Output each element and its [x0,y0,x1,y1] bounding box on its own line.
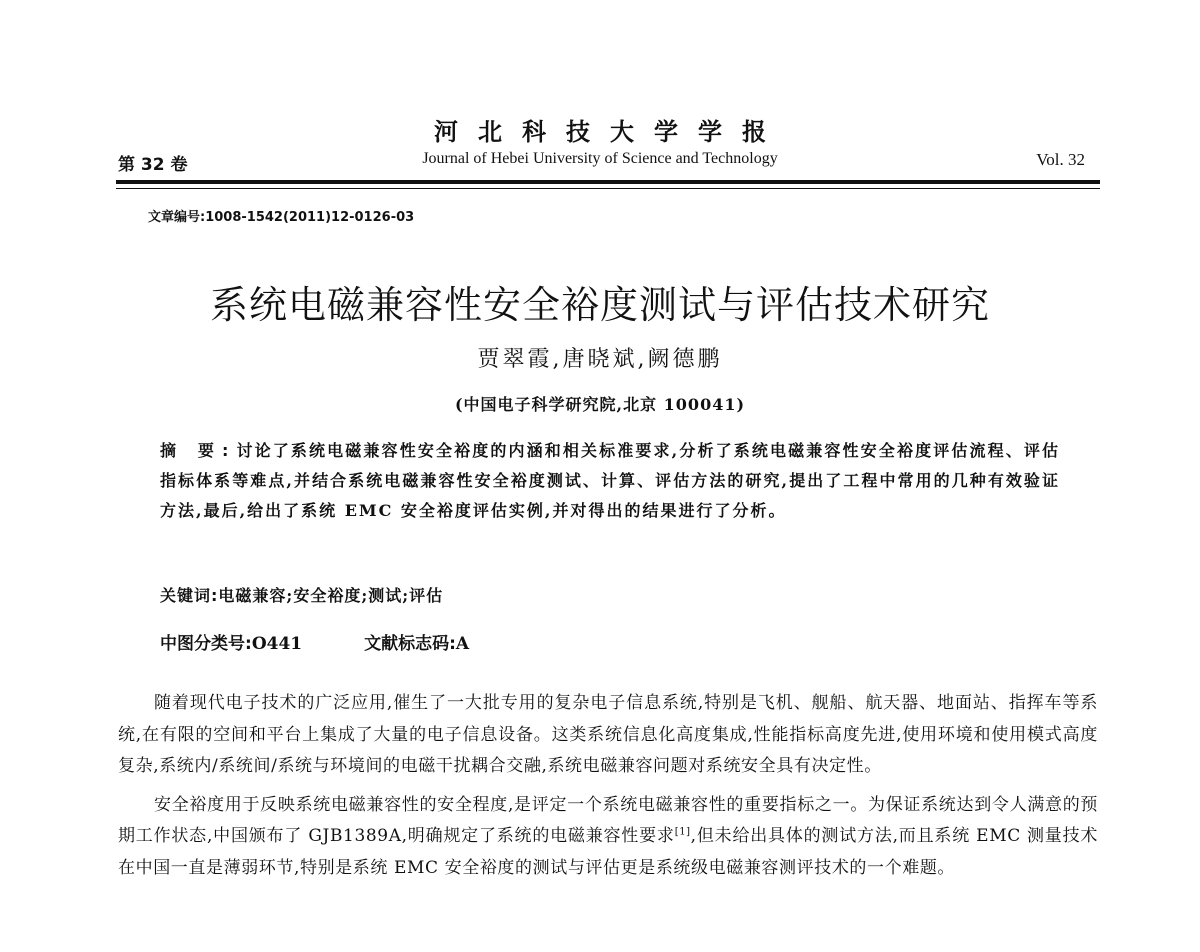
doc-code-label: 文献标志码: [364,634,456,654]
abstract [160,436,1060,526]
journal-title-english: Journal of Hebei University of Science and Technology [422,150,778,167]
keywords-label: 关键词: [160,586,219,605]
clc-label: 中图分类号: [160,634,252,654]
classification-line [160,629,469,654]
header-rule-thick [116,180,1100,184]
keywords [160,583,443,606]
body-paragraph-2-cont: ,但未给出具体的测试方法,而且系统 EMC 测量技术在中国一直是薄弱环节,特别是系统 EMC 安全裕度的测试与评估更是系统级电磁兼容测评技术的一个难题。 [118,826,1098,878]
body-paragraph-2-text: 安全裕度用于反映系统电磁兼容性的安全程度,是评定一个系统电磁兼容性的重要指标之一。为保证系统达到令人满意的预期工作状态,中国颁布了 GJB1389A,明确规定了系统的电磁兼容性要求 [118,794,1098,846]
journal-title-chinese: 河北科技大学学报 [434,117,786,146]
header-rule-thin [116,188,1100,189]
article-number: 文章编号:1008-1542(2011)12-0126-03 [148,210,415,225]
volume-chinese: 第 32 卷 [118,155,188,175]
body-text [118,688,1098,891]
paper-title: 系统电磁兼容性安全裕度测试与评估技术研究 [209,283,990,327]
clc-value: O441 [251,634,303,654]
body-paragraph-2 [118,790,1098,885]
doc-code-value: A [455,634,470,654]
body-paragraph-1: 随着现代电子技术的广泛应用,催生了一大批专用的复杂电子信息系统,特别是飞机、舰船、航天器、地面站、指挥车等系统,在有限的空间和平台上集成了大量的电子信息设备。这类系统信息化高度集成,性能指标高度先进,使用环境和使用模式高度复杂,系统内/系统间/系统与环境间的电磁干扰耦合交融,系统电磁兼容问题对系统安全具有决定性。 [118,693,1098,776]
abstract-label: 摘 要: [160,441,237,460]
abstract-text: 讨论了系统电磁兼容性安全裕度的内涵和相关标准要求,分析了系统电磁兼容性安全裕度评估流程、评估指标体系等难点,并结合系统电磁兼容性安全裕度测试、计算、评估方法的研究,提出了工程中常用的几种有效验证方法,最后,给出了系统 EMC 安全裕度评估实例,并对得出的结果进行了分析。 [160,441,1060,520]
volume-english: Vol. 32 [1036,150,1085,169]
authors: 贾翠霞,唐晓斌,阙德鹏 [477,347,723,372]
keywords-text: 电磁兼容;安全裕度;测试;评估 [218,586,444,605]
citation-ref[interactable]: [1] [674,826,691,838]
affiliation: (中国电子科学研究院,北京 100041) [454,395,746,414]
